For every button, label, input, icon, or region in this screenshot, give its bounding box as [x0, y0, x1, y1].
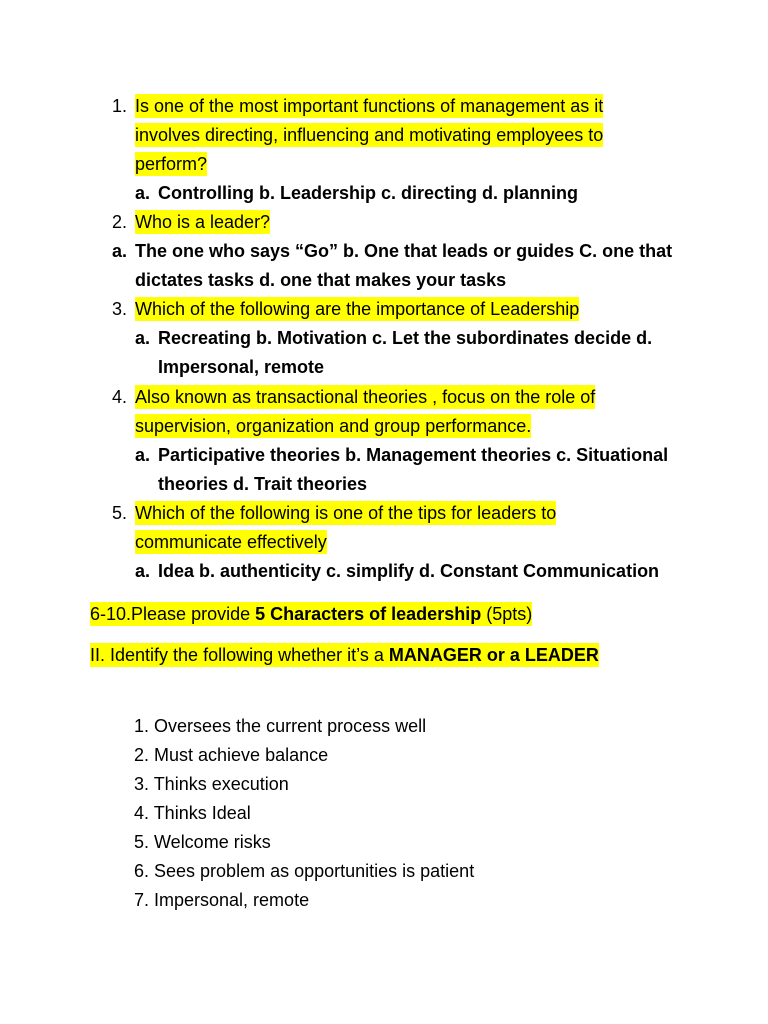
q3-choices-line-2: Impersonal, remote	[158, 357, 325, 377]
section-ii-heading	[90, 643, 599, 667]
q5-line-1: Which of the following is one of the tips for leaders to	[135, 503, 557, 523]
q4-choices-line-2: theories d. Trait theories	[158, 474, 368, 494]
q1-choices: Controlling b. Leadership c. directing d. planning	[158, 183, 579, 203]
list-item-3: 3. Thinks execution	[134, 774, 289, 794]
q1-line-3: perform?	[135, 154, 208, 174]
q4-choices-line-1: Participative theories b. Management theories c. Situational	[158, 445, 669, 465]
q2-choices-line-2: dictates tasks d. one that makes your tasks	[135, 270, 507, 290]
list-item-2: 2. Must achieve balance	[134, 745, 329, 765]
q1-number: 1.	[112, 96, 128, 116]
q2-number: 2.	[112, 212, 128, 232]
q4-line-2: supervision, organization and group performance.	[135, 416, 532, 436]
q5-choices: Idea b. authenticity c. simplify d. Constant Communication	[158, 561, 660, 581]
q1-choice-letter: a.	[135, 183, 151, 203]
q4-choice-letter: a.	[135, 445, 151, 465]
section-6-10-suffix: (5pts)	[481, 604, 533, 624]
q4-line-1: Also known as transactional theories , focus on the role of	[135, 387, 596, 407]
section-6-10-heading	[90, 602, 532, 626]
section-6-10-bold: 5 Characters of leadership	[255, 604, 482, 624]
q4-number: 4.	[112, 387, 128, 407]
list-item-1: 1. Oversees the current process well	[134, 716, 427, 736]
q5-choice-letter: a.	[135, 561, 151, 581]
q1-line-2: involves directing, influencing and motivating employees to	[135, 125, 604, 145]
list-item-7: 7. Impersonal, remote	[134, 890, 310, 910]
q1-line-1: Is one of the most important functions of management as it	[135, 96, 604, 116]
q3-choice-letter: a.	[135, 328, 151, 348]
q2-choices-line-1: The one who says “Go” b. One that leads or guides C. one that	[135, 241, 673, 261]
section-ii-prefix: II. Identify the following whether it’s a	[90, 645, 389, 665]
q3-choices-line-1: Recreating b. Motivation c. Let the subordinates decide d.	[158, 328, 653, 348]
q3-line-1: Which of the following are the importance of Leadership	[135, 299, 580, 319]
list-item-6: 6. Sees problem as opportunities is patient	[134, 861, 475, 881]
q5-number: 5.	[112, 503, 128, 523]
q3-number: 3.	[112, 299, 128, 319]
q5-line-2: communicate effectively	[135, 532, 327, 552]
section-ii-bold: MANAGER or a LEADER	[388, 645, 599, 665]
q2-choice-letter: a.	[112, 241, 128, 261]
q2-line-1: Who is a leader?	[135, 212, 271, 232]
section-6-10-prefix: 6-10.Please provide	[90, 604, 256, 624]
list-item-5: 5. Welcome risks	[134, 832, 271, 852]
list-item-4: 4. Thinks Ideal	[134, 803, 251, 823]
